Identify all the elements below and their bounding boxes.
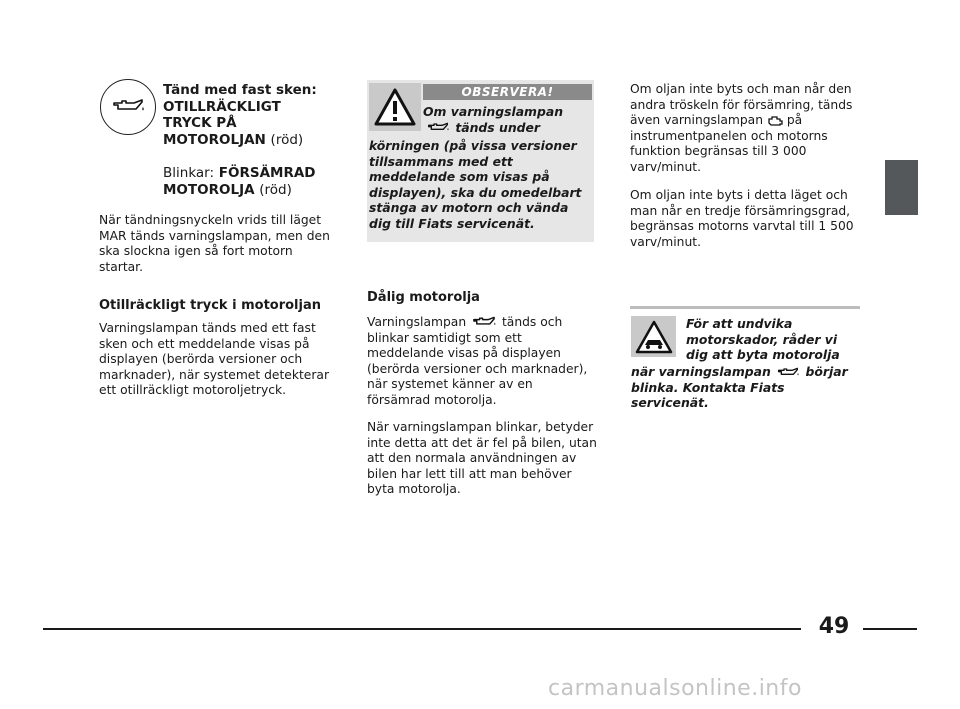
third-threshold-paragraph: Om oljan inte byts i detta läget och man når en tredje försämringsgrad, begränsas motorns varvtal till 1 500 varv/minut. <box>630 188 854 249</box>
blink-heading: Blinkar: FÖRSÄMRAD MOTOROLJA (röd) <box>163 165 316 198</box>
page-number: 49 <box>818 614 850 639</box>
footer-rule <box>863 628 917 630</box>
section-heading: Otillräckligt tryck i motoroljan <box>99 298 321 313</box>
intro-paragraph: När tändningsnyckeln vrids till läget MAR tänds varningslampan, men den ska slockna igen så fort motorn startar. <box>99 213 330 274</box>
engine-damage-warning-cont: när varningslampan börjar blinka. Kontakta Fiats servicenät. <box>631 364 848 411</box>
warning-text-body: körningen (på vissa versioner tillsammans med ett meddelande som visas på displayen), ska du omedelbart stänga av motorn och vända dig till Fiats servicenät. <box>369 138 582 231</box>
section-heading: Dålig motorolja <box>367 290 480 305</box>
threshold-paragraph: Om oljan inte byts och man når den andra tröskeln för försämring, tänds även varningslampan på instrumentpanelen och motorns funktion begränsas till 3 000 varv/minut. <box>630 82 853 174</box>
observera-label: OBSERVERA! <box>423 84 592 100</box>
chapter-tab <box>885 160 918 215</box>
blink-paragraph: När varningslampan blinkar, betyder inte detta att det är fel på bilen, utan att den normala användningen av bilen har lett till att man behöver byta motorolja. <box>367 420 597 497</box>
car-warning-icon <box>631 316 676 357</box>
engine-damage-warning: För att undvika motorskador, råder vi dig att byta motorolja <box>686 316 840 363</box>
oil-can-icon <box>425 122 451 134</box>
engine-icon <box>767 115 783 127</box>
warning-text-top: Om varningslampan tänds under <box>423 104 564 135</box>
watermark: carmanualsonline.info <box>548 676 802 701</box>
lamp-heading: Tänd med fast sken: OTILLRÄCKLIGT TRYCK PÅ MOTOROLJAN (röd) <box>163 82 317 148</box>
pressure-paragraph: Varningslampan tänds med ett fast sken och ett meddelande visas på displayen (berörda versioner och marknader), när systemet detekterar ett otillräckligt motoroljetryck. <box>99 321 330 398</box>
bad-oil-paragraph: Varningslampan tänds och blinkar samtidigt som ett meddelande visas på displayen (berörda versioner och marknader), när systemet känner av en försämrad motorolja. <box>367 315 588 407</box>
warning-triangle-icon <box>369 83 421 131</box>
oil-can-icon <box>100 79 156 135</box>
divider <box>630 306 860 309</box>
oil-can-icon <box>470 316 498 329</box>
footer-rule <box>43 628 801 630</box>
oil-can-icon <box>775 367 801 379</box>
